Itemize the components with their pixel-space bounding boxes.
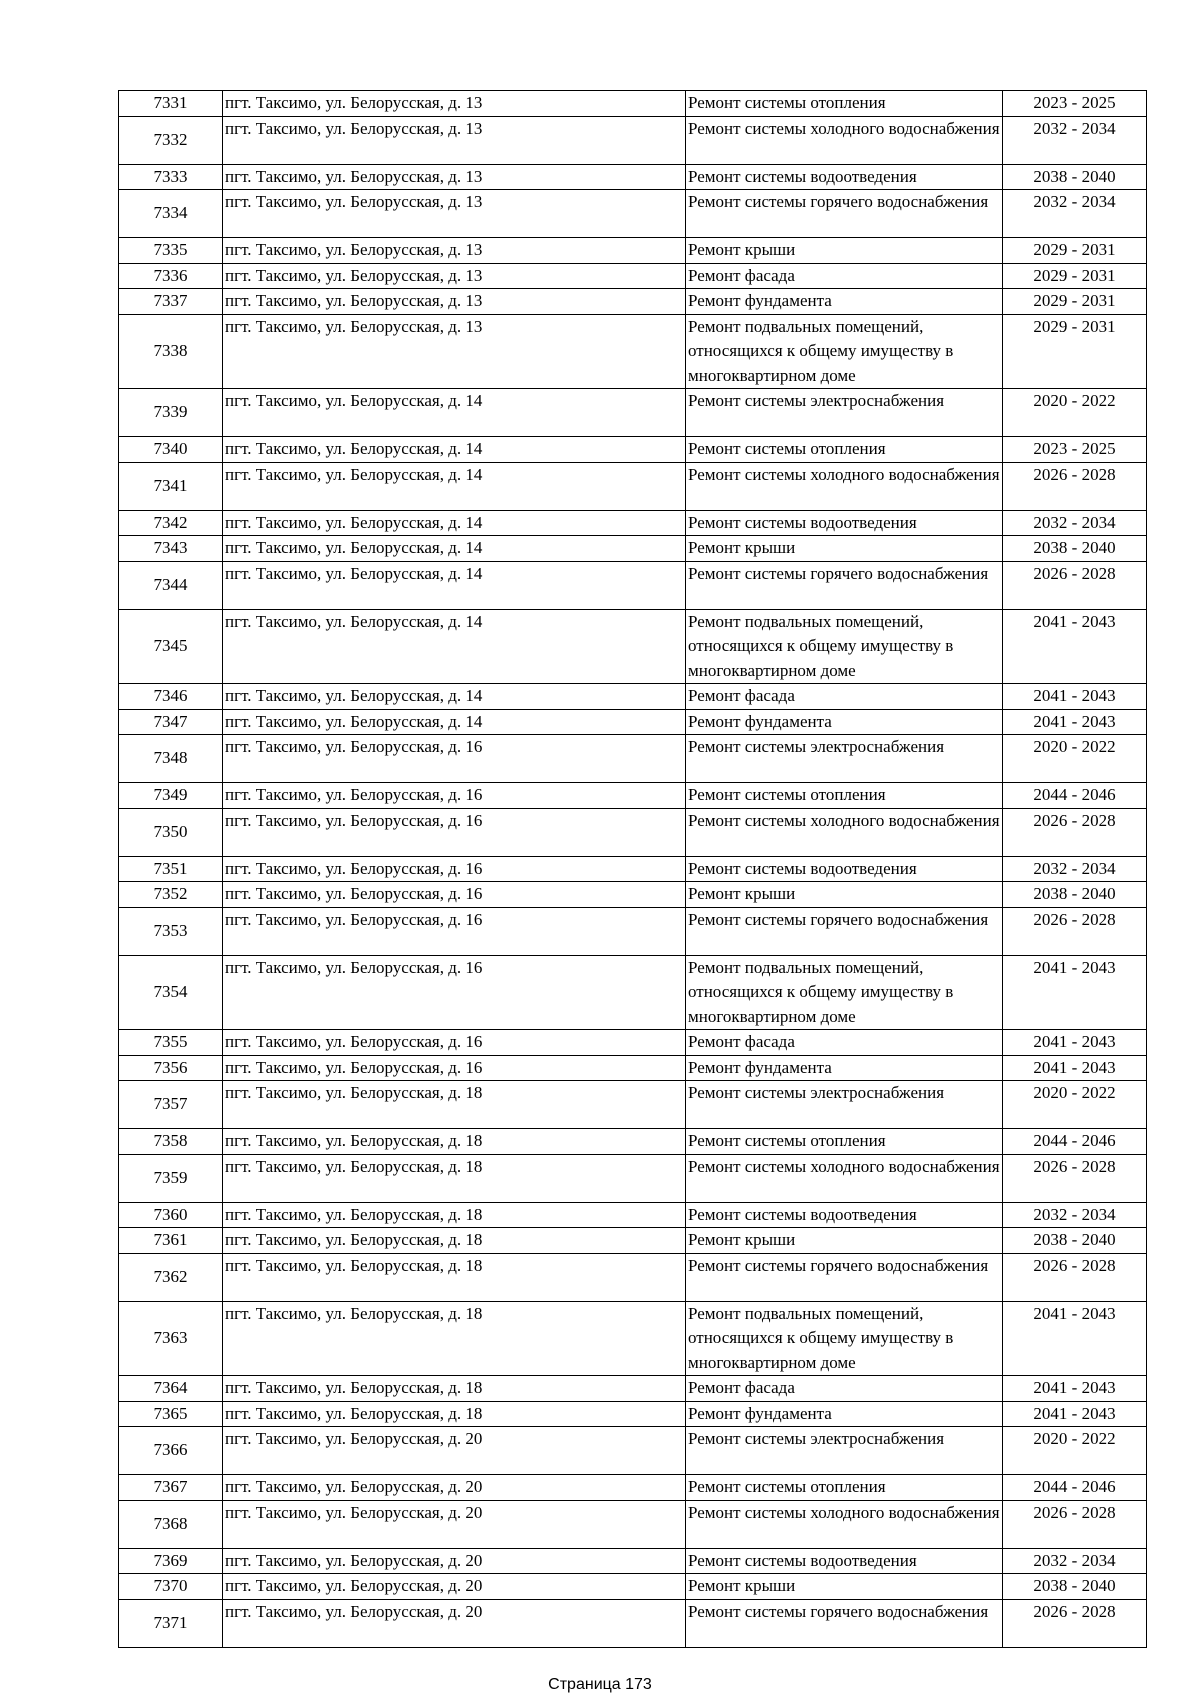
- row-number-cell: 7344: [119, 561, 223, 609]
- address-cell: пгт. Таксимо, ул. Белорусская, д. 18: [223, 1228, 686, 1254]
- address-cell: пгт. Таксимо, ул. Белорусская, д. 14: [223, 609, 686, 684]
- work-type-cell: Ремонт фасада: [686, 684, 1003, 710]
- period-cell: 2038 - 2040: [1003, 536, 1147, 562]
- row-number-cell: 7364: [119, 1376, 223, 1402]
- address-cell: пгт. Таксимо, ул. Белорусская, д. 16: [223, 1055, 686, 1081]
- row-number-cell: 7349: [119, 783, 223, 809]
- work-type-cell: Ремонт системы горячего водоснабжения: [686, 1253, 1003, 1301]
- table-row: [119, 238, 1147, 264]
- period-cell: 2029 - 2031: [1003, 314, 1147, 389]
- work-type-cell: Ремонт системы отопления: [686, 91, 1003, 117]
- address-cell: пгт. Таксимо, ул. Белорусская, д. 18: [223, 1081, 686, 1129]
- work-type-cell: Ремонт подвальных помещений, относящихся к общему имуществу в многоквартирном доме: [686, 955, 1003, 1030]
- work-type-cell: Ремонт фасада: [686, 263, 1003, 289]
- row-number-cell: 7346: [119, 684, 223, 710]
- work-type-cell: Ремонт системы горячего водоснабжения: [686, 561, 1003, 609]
- table-row: [119, 907, 1147, 955]
- work-type-cell: Ремонт системы холодного водоснабжения: [686, 116, 1003, 164]
- address-cell: пгт. Таксимо, ул. Белорусская, д. 16: [223, 808, 686, 856]
- work-type-cell: Ремонт фундамента: [686, 709, 1003, 735]
- work-type-cell: Ремонт системы отопления: [686, 783, 1003, 809]
- address-cell: пгт. Таксимо, ул. Белорусская, д. 16: [223, 783, 686, 809]
- work-type-cell: Ремонт системы электроснабжения: [686, 1427, 1003, 1475]
- period-cell: 2044 - 2046: [1003, 1129, 1147, 1155]
- period-cell: 2020 - 2022: [1003, 1427, 1147, 1475]
- table-row: [119, 510, 1147, 536]
- work-type-cell: Ремонт крыши: [686, 1574, 1003, 1600]
- period-cell: 2041 - 2043: [1003, 709, 1147, 735]
- table-row: [119, 783, 1147, 809]
- address-cell: пгт. Таксимо, ул. Белорусская, д. 14: [223, 437, 686, 463]
- address-cell: пгт. Таксимо, ул. Белорусская, д. 18: [223, 1154, 686, 1202]
- address-cell: пгт. Таксимо, ул. Белорусская, д. 18: [223, 1401, 686, 1427]
- work-type-cell: Ремонт фундамента: [686, 1401, 1003, 1427]
- work-type-cell: Ремонт системы холодного водоснабжения: [686, 1154, 1003, 1202]
- row-number-cell: 7356: [119, 1055, 223, 1081]
- address-cell: пгт. Таксимо, ул. Белорусская, д. 13: [223, 116, 686, 164]
- address-cell: пгт. Таксимо, ул. Белорусская, д. 16: [223, 1030, 686, 1056]
- period-cell: 2032 - 2034: [1003, 1548, 1147, 1574]
- address-cell: пгт. Таксимо, ул. Белорусская, д. 13: [223, 314, 686, 389]
- work-type-cell: Ремонт фасада: [686, 1376, 1003, 1402]
- table-row: [119, 735, 1147, 783]
- row-number-cell: 7359: [119, 1154, 223, 1202]
- table-row: [119, 609, 1147, 684]
- address-cell: пгт. Таксимо, ул. Белорусская, д. 14: [223, 389, 686, 437]
- row-number-cell: 7365: [119, 1401, 223, 1427]
- table-row: [119, 1301, 1147, 1376]
- work-type-cell: Ремонт крыши: [686, 238, 1003, 264]
- address-cell: пгт. Таксимо, ул. Белорусская, д. 13: [223, 238, 686, 264]
- row-number-cell: 7358: [119, 1129, 223, 1155]
- row-number-cell: 7368: [119, 1500, 223, 1548]
- table-row: [119, 1475, 1147, 1501]
- period-cell: 2041 - 2043: [1003, 1301, 1147, 1376]
- period-cell: 2038 - 2040: [1003, 882, 1147, 908]
- table-row: [119, 1574, 1147, 1600]
- row-number-cell: 7331: [119, 91, 223, 117]
- period-cell: 2029 - 2031: [1003, 263, 1147, 289]
- address-cell: пгт. Таксимо, ул. Белорусская, д. 20: [223, 1548, 686, 1574]
- period-cell: 2023 - 2025: [1003, 91, 1147, 117]
- address-cell: пгт. Таксимо, ул. Белорусская, д. 14: [223, 510, 686, 536]
- table-row: [119, 709, 1147, 735]
- row-number-cell: 7355: [119, 1030, 223, 1056]
- period-cell: 2041 - 2043: [1003, 955, 1147, 1030]
- address-cell: пгт. Таксимо, ул. Белорусская, д. 18: [223, 1253, 686, 1301]
- address-cell: пгт. Таксимо, ул. Белорусская, д. 20: [223, 1599, 686, 1647]
- period-cell: 2041 - 2043: [1003, 684, 1147, 710]
- row-number-cell: 7332: [119, 116, 223, 164]
- row-number-cell: 7350: [119, 808, 223, 856]
- row-number-cell: 7366: [119, 1427, 223, 1475]
- work-type-cell: Ремонт системы электроснабжения: [686, 1081, 1003, 1129]
- address-cell: пгт. Таксимо, ул. Белорусская, д. 18: [223, 1202, 686, 1228]
- work-type-cell: Ремонт системы отопления: [686, 437, 1003, 463]
- row-number-cell: 7360: [119, 1202, 223, 1228]
- period-cell: 2032 - 2034: [1003, 856, 1147, 882]
- work-type-cell: Ремонт системы электроснабжения: [686, 735, 1003, 783]
- table-row: [119, 1253, 1147, 1301]
- period-cell: 2020 - 2022: [1003, 735, 1147, 783]
- work-type-cell: Ремонт системы холодного водоснабжения: [686, 808, 1003, 856]
- table-row: [119, 1030, 1147, 1056]
- period-cell: 2026 - 2028: [1003, 1500, 1147, 1548]
- page-number: Страница 173: [548, 1676, 652, 1693]
- row-number-cell: 7362: [119, 1253, 223, 1301]
- row-number-cell: 7340: [119, 437, 223, 463]
- work-type-cell: Ремонт подвальных помещений, относящихся к общему имуществу в многоквартирном доме: [686, 609, 1003, 684]
- work-type-cell: Ремонт системы отопления: [686, 1129, 1003, 1155]
- table-row: [119, 263, 1147, 289]
- work-type-cell: Ремонт системы горячего водоснабжения: [686, 1599, 1003, 1647]
- period-cell: 2038 - 2040: [1003, 1574, 1147, 1600]
- address-cell: пгт. Таксимо, ул. Белорусская, д. 14: [223, 684, 686, 710]
- table-row: [119, 684, 1147, 710]
- table-row: [119, 1599, 1147, 1647]
- work-type-cell: Ремонт фасада: [686, 1030, 1003, 1056]
- period-cell: 2029 - 2031: [1003, 289, 1147, 315]
- period-cell: 2032 - 2034: [1003, 190, 1147, 238]
- row-number-cell: 7347: [119, 709, 223, 735]
- work-type-cell: Ремонт системы водоотведения: [686, 510, 1003, 536]
- period-cell: 2041 - 2043: [1003, 1376, 1147, 1402]
- table-row: [119, 882, 1147, 908]
- table-row: [119, 1055, 1147, 1081]
- table-row: [119, 955, 1147, 1030]
- work-type-cell: Ремонт системы отопления: [686, 1475, 1003, 1501]
- table-row: [119, 808, 1147, 856]
- address-cell: пгт. Таксимо, ул. Белорусская, д. 20: [223, 1574, 686, 1600]
- work-type-cell: Ремонт подвальных помещений, относящихся к общему имуществу в многоквартирном доме: [686, 1301, 1003, 1376]
- row-number-cell: 7338: [119, 314, 223, 389]
- table-row: [119, 91, 1147, 117]
- row-number-cell: 7371: [119, 1599, 223, 1647]
- period-cell: 2041 - 2043: [1003, 1055, 1147, 1081]
- address-cell: пгт. Таксимо, ул. Белорусская, д. 14: [223, 709, 686, 735]
- table-row: [119, 536, 1147, 562]
- table-row: [119, 1154, 1147, 1202]
- row-number-cell: 7357: [119, 1081, 223, 1129]
- work-type-cell: Ремонт подвальных помещений, относящихся к общему имуществу в многоквартирном доме: [686, 314, 1003, 389]
- address-cell: пгт. Таксимо, ул. Белорусская, д. 13: [223, 91, 686, 117]
- table-row: [119, 1129, 1147, 1155]
- repair-schedule-table: [118, 90, 1147, 1648]
- row-number-cell: 7348: [119, 735, 223, 783]
- table-row: [119, 314, 1147, 389]
- table-row: [119, 1081, 1147, 1129]
- address-cell: пгт. Таксимо, ул. Белорусская, д. 13: [223, 289, 686, 315]
- work-type-cell: Ремонт системы холодного водоснабжения: [686, 462, 1003, 510]
- period-cell: 2038 - 2040: [1003, 1228, 1147, 1254]
- address-cell: пгт. Таксимо, ул. Белорусская, д. 13: [223, 190, 686, 238]
- work-type-cell: Ремонт системы горячего водоснабжения: [686, 190, 1003, 238]
- period-cell: 2041 - 2043: [1003, 609, 1147, 684]
- address-cell: пгт. Таксимо, ул. Белорусская, д. 18: [223, 1129, 686, 1155]
- address-cell: пгт. Таксимо, ул. Белорусская, д. 20: [223, 1500, 686, 1548]
- table-row: [119, 1500, 1147, 1548]
- period-cell: 2026 - 2028: [1003, 462, 1147, 510]
- row-number-cell: 7345: [119, 609, 223, 684]
- row-number-cell: 7354: [119, 955, 223, 1030]
- work-type-cell: Ремонт системы холодного водоснабжения: [686, 1500, 1003, 1548]
- work-type-cell: Ремонт системы электроснабжения: [686, 389, 1003, 437]
- table-row: [119, 1401, 1147, 1427]
- period-cell: 2044 - 2046: [1003, 783, 1147, 809]
- row-number-cell: 7352: [119, 882, 223, 908]
- work-type-cell: Ремонт фундамента: [686, 289, 1003, 315]
- row-number-cell: 7335: [119, 238, 223, 264]
- table-row: [119, 462, 1147, 510]
- table-row: [119, 1228, 1147, 1254]
- row-number-cell: 7342: [119, 510, 223, 536]
- row-number-cell: 7336: [119, 263, 223, 289]
- row-number-cell: 7367: [119, 1475, 223, 1501]
- period-cell: 2041 - 2043: [1003, 1401, 1147, 1427]
- row-number-cell: 7361: [119, 1228, 223, 1254]
- period-cell: 2032 - 2034: [1003, 510, 1147, 536]
- period-cell: 2032 - 2034: [1003, 1202, 1147, 1228]
- work-type-cell: Ремонт системы водоотведения: [686, 1202, 1003, 1228]
- address-cell: пгт. Таксимо, ул. Белорусская, д. 13: [223, 263, 686, 289]
- work-type-cell: Ремонт крыши: [686, 882, 1003, 908]
- address-cell: пгт. Таксимо, ул. Белорусская, д. 14: [223, 561, 686, 609]
- row-number-cell: 7337: [119, 289, 223, 315]
- work-type-cell: Ремонт системы горячего водоснабжения: [686, 907, 1003, 955]
- table-row: [119, 1376, 1147, 1402]
- period-cell: 2029 - 2031: [1003, 238, 1147, 264]
- row-number-cell: 7363: [119, 1301, 223, 1376]
- address-cell: пгт. Таксимо, ул. Белорусская, д. 16: [223, 907, 686, 955]
- table-body: [119, 91, 1147, 1648]
- period-cell: 2020 - 2022: [1003, 389, 1147, 437]
- period-cell: 2026 - 2028: [1003, 907, 1147, 955]
- row-number-cell: 7341: [119, 462, 223, 510]
- address-cell: пгт. Таксимо, ул. Белорусская, д. 16: [223, 856, 686, 882]
- address-cell: пгт. Таксимо, ул. Белорусская, д. 18: [223, 1301, 686, 1376]
- table-row: [119, 289, 1147, 315]
- work-type-cell: Ремонт системы водоотведения: [686, 856, 1003, 882]
- period-cell: 2026 - 2028: [1003, 808, 1147, 856]
- row-number-cell: 7370: [119, 1574, 223, 1600]
- row-number-cell: 7333: [119, 164, 223, 190]
- address-cell: пгт. Таксимо, ул. Белорусская, д. 18: [223, 1376, 686, 1402]
- row-number-cell: 7334: [119, 190, 223, 238]
- work-type-cell: Ремонт системы водоотведения: [686, 164, 1003, 190]
- table-row: [119, 1548, 1147, 1574]
- period-cell: 2038 - 2040: [1003, 164, 1147, 190]
- row-number-cell: 7369: [119, 1548, 223, 1574]
- period-cell: 2020 - 2022: [1003, 1081, 1147, 1129]
- table-row: [119, 116, 1147, 164]
- table-row: [119, 1202, 1147, 1228]
- period-cell: 2026 - 2028: [1003, 1253, 1147, 1301]
- address-cell: пгт. Таксимо, ул. Белорусская, д. 16: [223, 955, 686, 1030]
- work-type-cell: Ремонт крыши: [686, 536, 1003, 562]
- period-cell: 2026 - 2028: [1003, 561, 1147, 609]
- table-row: [119, 856, 1147, 882]
- address-cell: пгт. Таксимо, ул. Белорусская, д. 20: [223, 1427, 686, 1475]
- period-cell: 2026 - 2028: [1003, 1154, 1147, 1202]
- work-type-cell: Ремонт крыши: [686, 1228, 1003, 1254]
- period-cell: 2044 - 2046: [1003, 1475, 1147, 1501]
- row-number-cell: 7353: [119, 907, 223, 955]
- work-type-cell: Ремонт системы водоотведения: [686, 1548, 1003, 1574]
- row-number-cell: 7339: [119, 389, 223, 437]
- table-row: [119, 1427, 1147, 1475]
- table-row: [119, 561, 1147, 609]
- address-cell: пгт. Таксимо, ул. Белорусская, д. 16: [223, 735, 686, 783]
- work-type-cell: Ремонт фундамента: [686, 1055, 1003, 1081]
- period-cell: 2026 - 2028: [1003, 1599, 1147, 1647]
- row-number-cell: 7343: [119, 536, 223, 562]
- address-cell: пгт. Таксимо, ул. Белорусская, д. 13: [223, 164, 686, 190]
- period-cell: 2041 - 2043: [1003, 1030, 1147, 1056]
- period-cell: 2023 - 2025: [1003, 437, 1147, 463]
- table-row: [119, 389, 1147, 437]
- table-row: [119, 437, 1147, 463]
- table-row: [119, 164, 1147, 190]
- address-cell: пгт. Таксимо, ул. Белорусская, д. 20: [223, 1475, 686, 1501]
- address-cell: пгт. Таксимо, ул. Белорусская, д. 16: [223, 882, 686, 908]
- address-cell: пгт. Таксимо, ул. Белорусская, д. 14: [223, 536, 686, 562]
- row-number-cell: 7351: [119, 856, 223, 882]
- period-cell: 2032 - 2034: [1003, 116, 1147, 164]
- table-row: [119, 190, 1147, 238]
- address-cell: пгт. Таксимо, ул. Белорусская, д. 14: [223, 462, 686, 510]
